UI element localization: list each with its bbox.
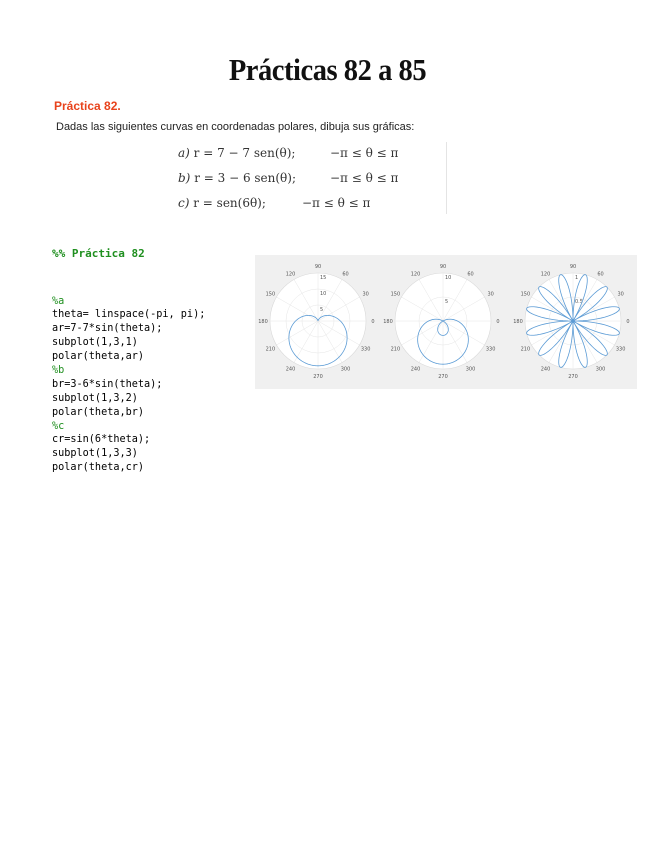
angle-tick-label: 150 <box>520 291 531 298</box>
angle-tick-label: 300 <box>340 366 351 373</box>
code-line: polar(theta,br) <box>52 406 145 418</box>
radial-tick-label: 10 <box>320 291 327 297</box>
equation-expr: r = 3 − 6 sen(θ); <box>194 171 297 185</box>
radial-tick-label: 10 <box>445 275 452 281</box>
equation-a <box>178 146 295 160</box>
angle-tick-label: 120 <box>285 271 296 278</box>
equation-c <box>178 196 266 210</box>
angle-tick-label: 300 <box>465 366 476 373</box>
page-title: Prácticas 82 a 85 <box>228 52 427 87</box>
angle-tick-label: 270 <box>568 374 578 380</box>
angle-tick-label: 0 <box>371 319 375 325</box>
polar-figure <box>255 255 637 389</box>
equation-range: −π ≤ θ ≤ π <box>330 171 399 185</box>
code-line: cr=sin(6*theta); <box>52 434 151 446</box>
angle-tick-label: 60 <box>467 271 474 278</box>
code-section-header: %% Práctica 82 <box>52 246 145 260</box>
code-comment-line: %c <box>52 420 65 432</box>
code-line: subplot(1,3,3) <box>52 448 138 460</box>
angle-tick-label: 240 <box>285 366 296 373</box>
angle-tick-label: 30 <box>617 291 624 298</box>
code-line: ar=7-7*sin(theta); <box>52 323 163 335</box>
radial-tick-label: 5 <box>445 299 449 305</box>
angle-tick-label: 300 <box>595 366 606 373</box>
code-comment-line: %a <box>52 295 65 307</box>
angle-tick-label: 90 <box>314 264 322 270</box>
code-line: theta= linspace(-pi, pi); <box>52 309 206 321</box>
angle-tick-label: 210 <box>520 346 531 353</box>
angle-tick-label: 150 <box>390 291 401 298</box>
angle-tick-label: 120 <box>410 271 421 278</box>
angle-tick-label: 60 <box>597 271 604 278</box>
section-heading: Práctica 82. <box>54 99 121 113</box>
angle-tick-label: 180 <box>383 319 393 325</box>
angle-tick-label: 330 <box>485 346 496 353</box>
angle-tick-label: 210 <box>265 346 276 353</box>
intro-text: Dadas las siguientes curvas en coordenadas polares, dibuja sus gráficas: <box>56 121 415 133</box>
equation-b <box>178 171 296 185</box>
angle-tick-label: 270 <box>313 374 323 380</box>
equation-label: b) <box>178 171 191 185</box>
code-line: subplot(1,3,1) <box>52 337 138 349</box>
equation-expr: r = sen(6θ); <box>193 196 266 210</box>
code-line: polar(theta,cr) <box>52 462 145 474</box>
equation-range: −π ≤ θ ≤ π <box>330 146 399 160</box>
angle-tick-label: 330 <box>615 346 626 353</box>
angle-tick-label: 210 <box>390 346 401 353</box>
angle-tick-label: 30 <box>487 291 494 298</box>
angle-tick-label: 180 <box>258 319 268 325</box>
angle-tick-label: 90 <box>569 264 577 270</box>
angle-tick-label: 60 <box>342 271 349 278</box>
angle-tick-label: 30 <box>362 291 369 298</box>
equation-expr: r = 7 − 7 sen(θ); <box>193 146 296 160</box>
code-line: br=3-6*sin(theta); <box>52 378 163 390</box>
code-line: subplot(1,3,2) <box>52 392 138 404</box>
equation-range: −π ≤ θ ≤ π <box>302 196 371 210</box>
angle-tick-label: 90 <box>439 264 447 270</box>
code-listing <box>52 219 205 489</box>
radial-tick-label: 0.5 <box>575 299 583 305</box>
equation-label: a) <box>178 146 190 160</box>
radial-tick-label: 5 <box>320 307 324 313</box>
angle-tick-label: 120 <box>540 271 551 278</box>
polar-plots <box>255 255 637 389</box>
angle-tick-label: 0 <box>626 319 630 325</box>
angle-tick-label: 180 <box>513 319 523 325</box>
code-line: polar(theta,ar) <box>52 351 145 363</box>
angle-tick-label: 330 <box>360 346 371 353</box>
code-lines <box>52 295 205 476</box>
angle-tick-label: 0 <box>496 319 500 325</box>
equation-list <box>178 142 447 214</box>
radial-tick-label: 1 <box>575 275 579 281</box>
angle-tick-label: 270 <box>438 374 448 380</box>
radial-tick-label: 15 <box>320 275 327 281</box>
equation-label: c) <box>178 196 190 210</box>
angle-tick-label: 240 <box>410 366 421 373</box>
angle-tick-label: 240 <box>540 366 551 373</box>
code-comment-line: %b <box>52 364 65 376</box>
angle-tick-label: 150 <box>265 291 276 298</box>
